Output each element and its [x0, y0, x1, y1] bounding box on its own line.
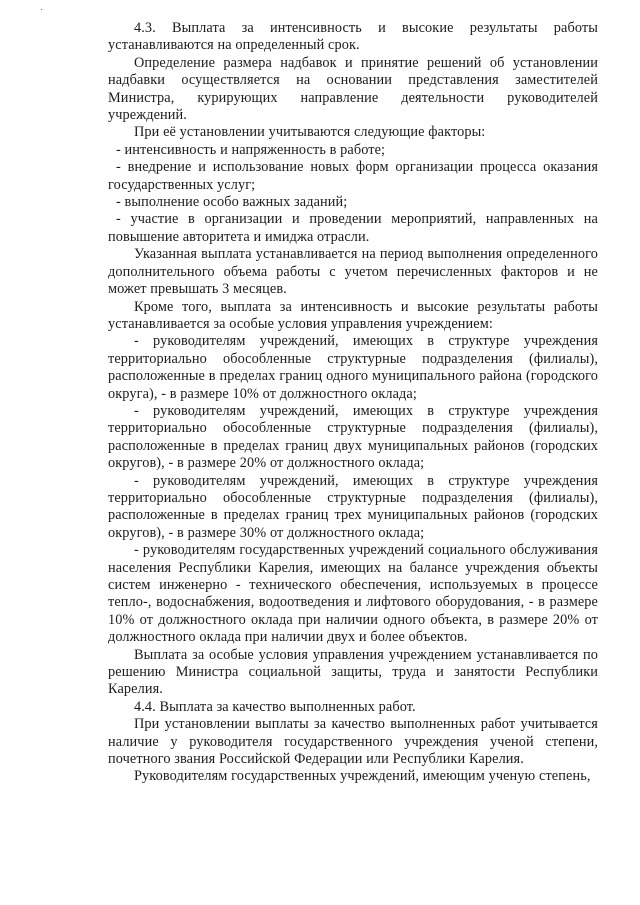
scan-mark: ˙: [40, 8, 44, 19]
paragraph-12: - руководителям учреждений, имеющих в структуре учреждения территориально обособленные структурные подразделения (филиалы), расположенные в пределах границ трех муниципальных районов (городских округов), - в размере 30% от должностного оклада;: [108, 472, 598, 541]
paragraph-2: Определение размера надбавок и принятие решений об установлении надбавки осуществляется на основании представления заместителей Министра, курирующих направление деятельности руководителей учреждений.: [108, 54, 598, 124]
document-body: [108, 20, 598, 786]
paragraph-3: При её установлении учитываются следующие факторы:: [134, 124, 486, 141]
paragraph-16: При установлении выплаты за качество выполненных работ учитывается наличие у руководителя государственного учреждения ученой степени, почетного звания Российской Федерации или Республики Карелия.: [108, 716, 598, 768]
paragraph-13: - руководителям государственных учреждений социального обслуживания населения Республики Карелия, имеющих на балансе учреждения объекты систем инженерно - технического обеспечения, используемых в процессе тепло-, водоснабжения, водоотведения и лифтового оборудования, - в размере 10% от должностного оклада при наличии одного объекта, в размере 20% от должностного оклада при наличии двух и более объектов.: [108, 542, 598, 646]
paragraph-17: Руководителям государственных учреждений, имеющим ученую степень,: [134, 768, 591, 785]
paragraph-8: Указанная выплата устанавливается на период выполнения определенного дополнительного объема работы с учетом перечисленных факторов и не может превышать 3 месяцев.: [108, 246, 598, 298]
paragraph-10: - руководителям учреждений, имеющих в структуре учреждения территориально обособленные структурные подразделения (филиалы), расположенные в пределах границ одного муниципального района (городского округа), - в размере 10% от должностного оклада;: [108, 333, 598, 402]
paragraph-7: - участие в организации и проведении мероприятий, направленных на повышение авторитета и имиджа отрасли.: [108, 211, 598, 245]
paragraph-1: 4.3. Выплата за интенсивность и высокие результаты работы устанавливаются на определенный срок.: [108, 20, 598, 54]
paragraph-9: Кроме того, выплата за интенсивность и высокие результаты работы устанавливается за особые условия управления учреждением:: [108, 298, 598, 332]
paragraph-11: - руководителям учреждений, имеющих в структуре учреждения территориально обособленные структурные подразделения (филиалы), расположенные в пределах границ двух муниципальных районов (городских округов), - в размере 20% от должностного оклада;: [108, 402, 598, 472]
paragraph-15: 4.4. Выплата за качество выполненных работ.: [134, 698, 416, 715]
paragraph-4: - интенсивность и напряженность в работе;: [116, 141, 386, 158]
paragraph-6: - выполнение особо важных заданий;: [116, 194, 348, 211]
paragraph-14: Выплата за особые условия управления учреждением устанавливается по решению Министра социальной защиты, труда и занятости Республики Карелия.: [108, 646, 598, 698]
paragraph-5: - внедрение и использование новых форм организации процесса оказания государственных услуг;: [108, 159, 598, 193]
